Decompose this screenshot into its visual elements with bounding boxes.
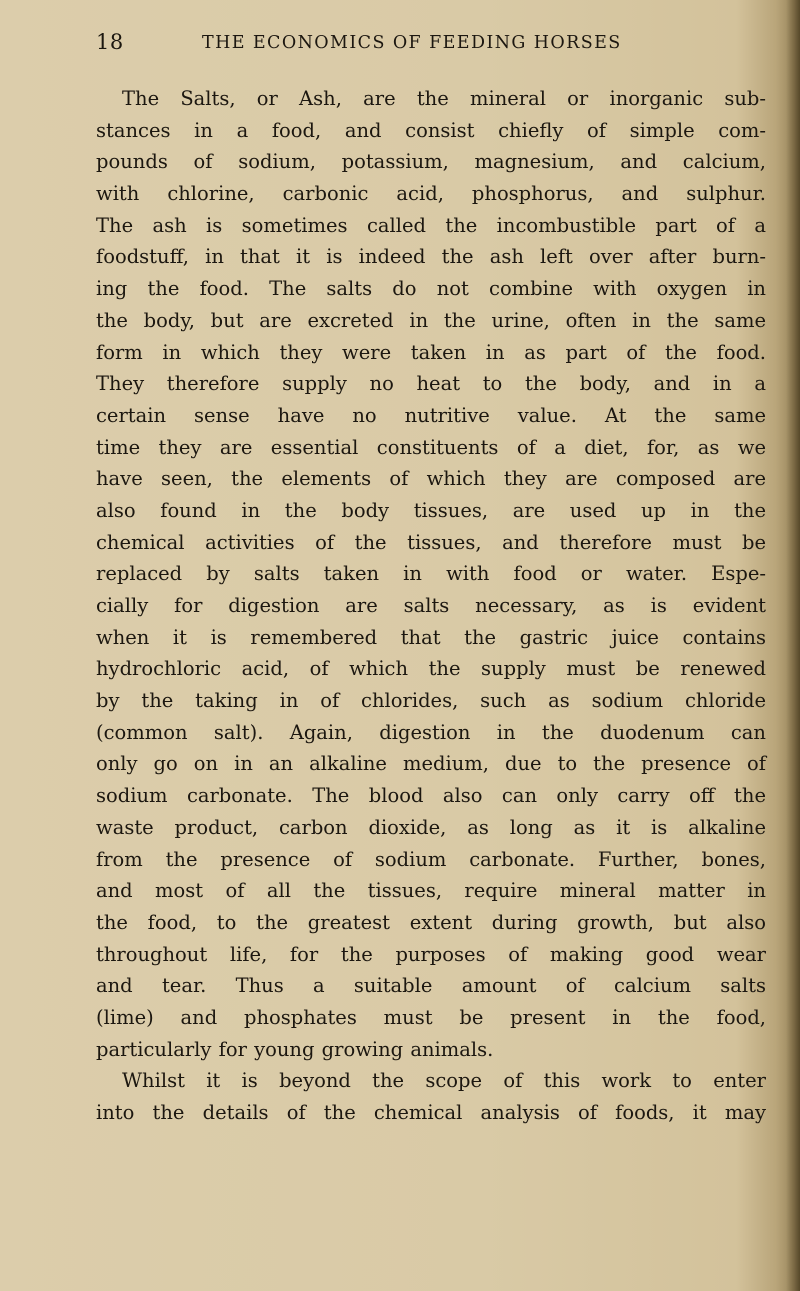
text-line: chemical activities of the tissues, and therefore must be [96,530,766,554]
text-line: the food, to the greatest extent during growth, but also [96,910,766,934]
text-line: They therefore supply no heat to the body, and in a [96,372,766,396]
body-text [96,83,766,1129]
text-line: from the presence of sodium carbonate. Further, bones, [96,847,766,871]
page-number: 18 [96,30,124,54]
text-line: waste product, carbon dioxide, as long as it is alkaline [96,815,766,839]
text-line: hydrochloric acid, of which the supply must be renewed [96,657,766,681]
text-line: time they are essential constituents of a diet, for, as we [96,435,766,459]
text-line: certain sense have no nutritive value. At the same [96,403,766,427]
text-line: into the details of the chemical analysis of foods, it may [96,1101,766,1124]
text-line: pounds of sodium, potassium, magnesium, and calcium, [96,150,766,174]
text-line: The Salts, or Ash, are the mineral or inorganic sub- [122,87,766,110]
text-line: ing the food. The salts do not combine with oxygen in [96,277,766,301]
text-line: have seen, the elements of which they are composed are [96,467,766,491]
text-line: also found in the body tissues, are used up in the [96,498,766,522]
text-line: cially for digestion are salts necessary, as is evident [96,594,766,617]
text-line: form in which they were taken in as part of the food. [96,340,766,364]
text-line: (lime) and phosphates must be present in the food, [96,1005,766,1029]
text-line: when it is remembered that the gastric juice contains [96,625,766,649]
text-line: the body, but are excreted in the urine, often in the same [96,308,766,332]
text-line: and most of all the tissues, require mineral matter in [96,879,766,903]
text-line: with chlorine, carbonic acid, phosphorus, and sulphur. [96,182,766,206]
text-line: foodstuff, in that it is indeed the ash left over after burn- [96,245,766,269]
text-line: stances in a food, and consist chiefly of simple com- [96,118,766,142]
page-header [96,30,746,60]
text-line: by the taking in of chlorides, such as sodium chloride [96,689,766,713]
text-line: particularly for young growing animals. [96,1037,494,1061]
text-line: The ash is sometimes called the incombustible part of a [96,213,766,237]
text-line: throughout life, for the purposes of making good wear [96,942,766,966]
page-edge-shadow [786,0,800,1291]
text-line: Whilst it is beyond the scope of this work to enter [122,1069,766,1093]
text-line: replaced by salts taken in with food or water. Espe- [96,562,766,586]
text-line: sodium carbonate. The blood also can only carry off the [96,784,766,808]
text-line: and tear. Thus a suitable amount of calcium salts [96,974,766,998]
running-head: THE ECONOMICS OF FEEDING HORSES [202,33,622,53]
text-line: (common salt). Again, digestion in the duodenum can [96,720,766,744]
text-line: only go on in an alkaline medium, due to the presence of [96,752,766,776]
